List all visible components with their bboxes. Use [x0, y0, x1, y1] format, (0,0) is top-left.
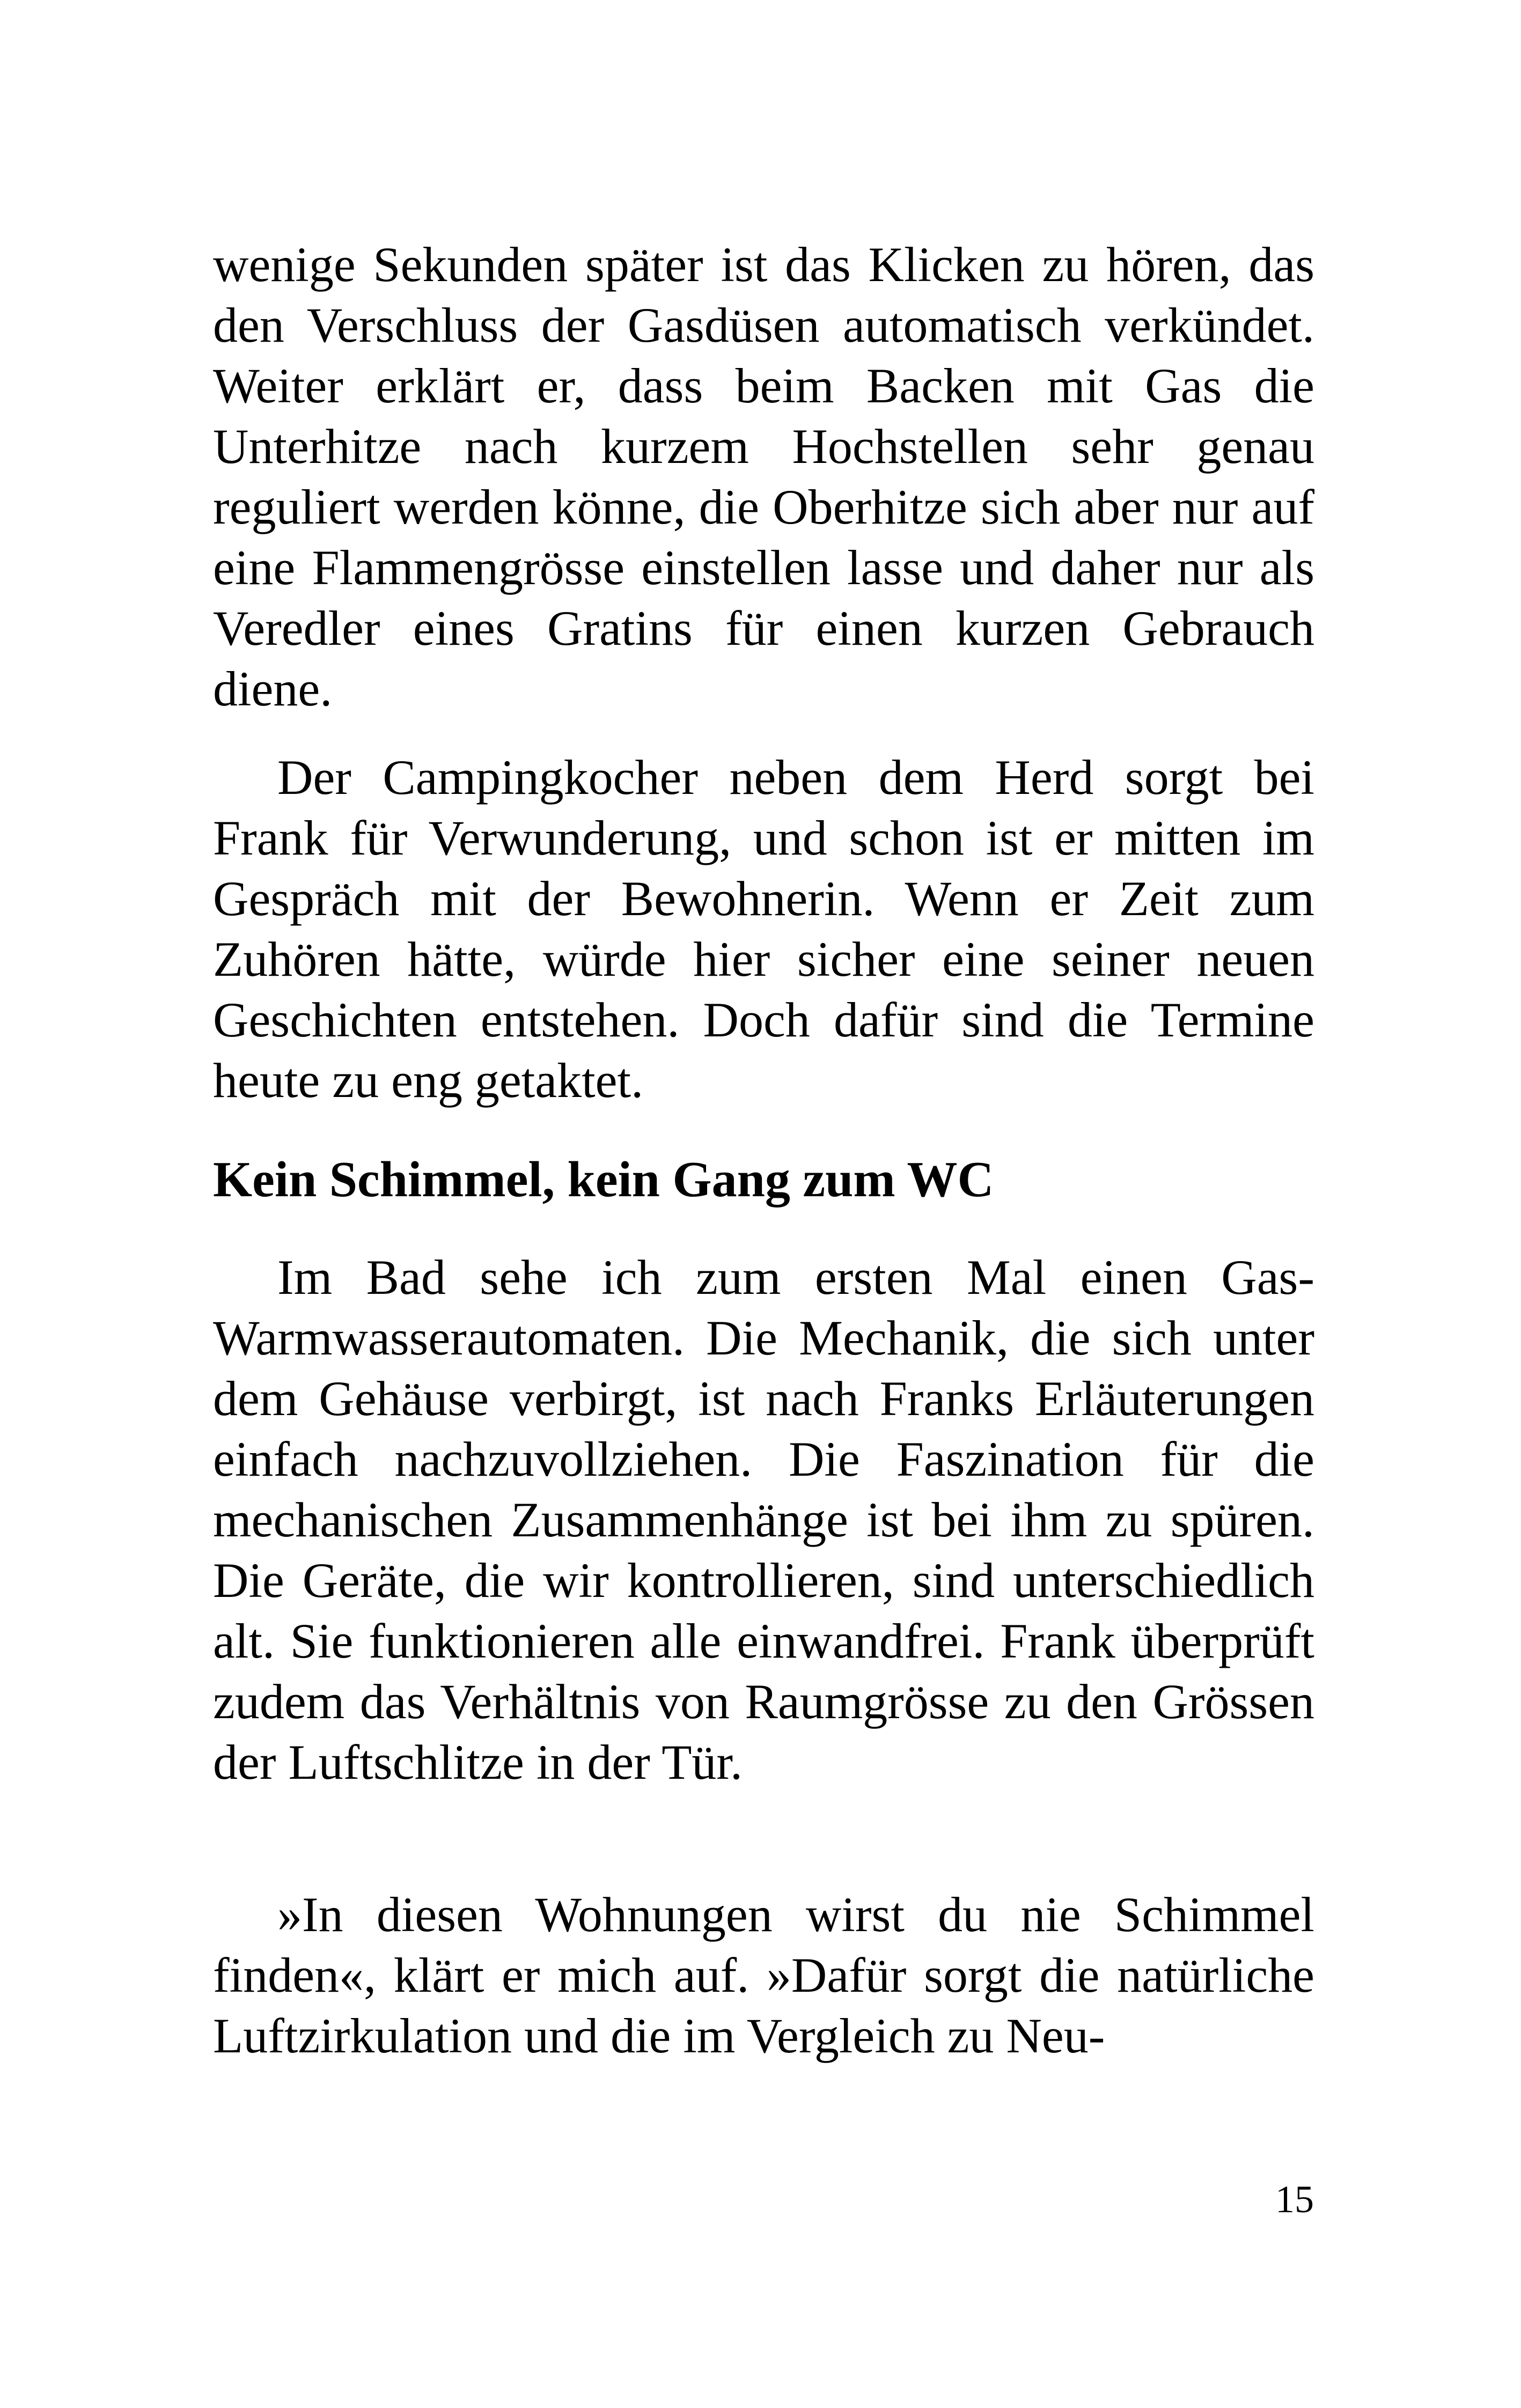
page-number: 15	[1275, 2178, 1314, 2221]
paragraph-continuation: wenige Sekunden später ist das Klicken zu hören, das den Verschluss der Gasdüsen automatisch verkündet. Weiter erklärt er, dass beim Backen mit Gas die Unterhitze nach kurzem Hochstellen sehr genau reguliert werden könne, die Oberhitze sich aber nur auf eine Flammengrösse einstellen lasse und daher nur als Veredler eines Gratins für einen kurzen Gebrauch diene.	[213, 237, 1314, 716]
paragraph-schimmel-quote: »In diesen Wohnungen wirst du nie Schimmel finden«, klärt er mich auf. »Dafür sorgt die natürliche Luftzirkulation und die im Vergleich zu Neu-	[213, 1887, 1314, 2063]
section-heading: Kein Schimmel, kein Gang zum WC	[213, 1152, 994, 1207]
paragraph-bad: Im Bad sehe ich zum ersten Mal einen Gas-Warmwasserautomaten. Die Mechanik, die sich unter dem Gehäuse verbirgt, ist nach Franks Erläuterungen einfach nachzuvollziehen. Die Faszination für die mechanischen Zusammenhänge ist bei ihm zu spüren. Die Geräte, die wir kontrollieren, sind unterschiedlich alt. Sie funktionieren alle einwandfrei. Frank überprüft zudem das Verhältnis von Raumgrösse zu den Grössen der Luftschlitze in der Tür.	[213, 1250, 1314, 1790]
paragraph-campingkocher: Der Campingkocher neben dem Herd sorgt bei Frank für Verwunderung, und schon ist er mitten im Gespräch mit der Bewohnerin. Wenn er Zeit zum Zuhören hätte, würde hier sicher eine seiner neuen Geschichten entstehen. Doch dafür sind die Termine heute zu eng getaktet.	[213, 750, 1314, 1108]
